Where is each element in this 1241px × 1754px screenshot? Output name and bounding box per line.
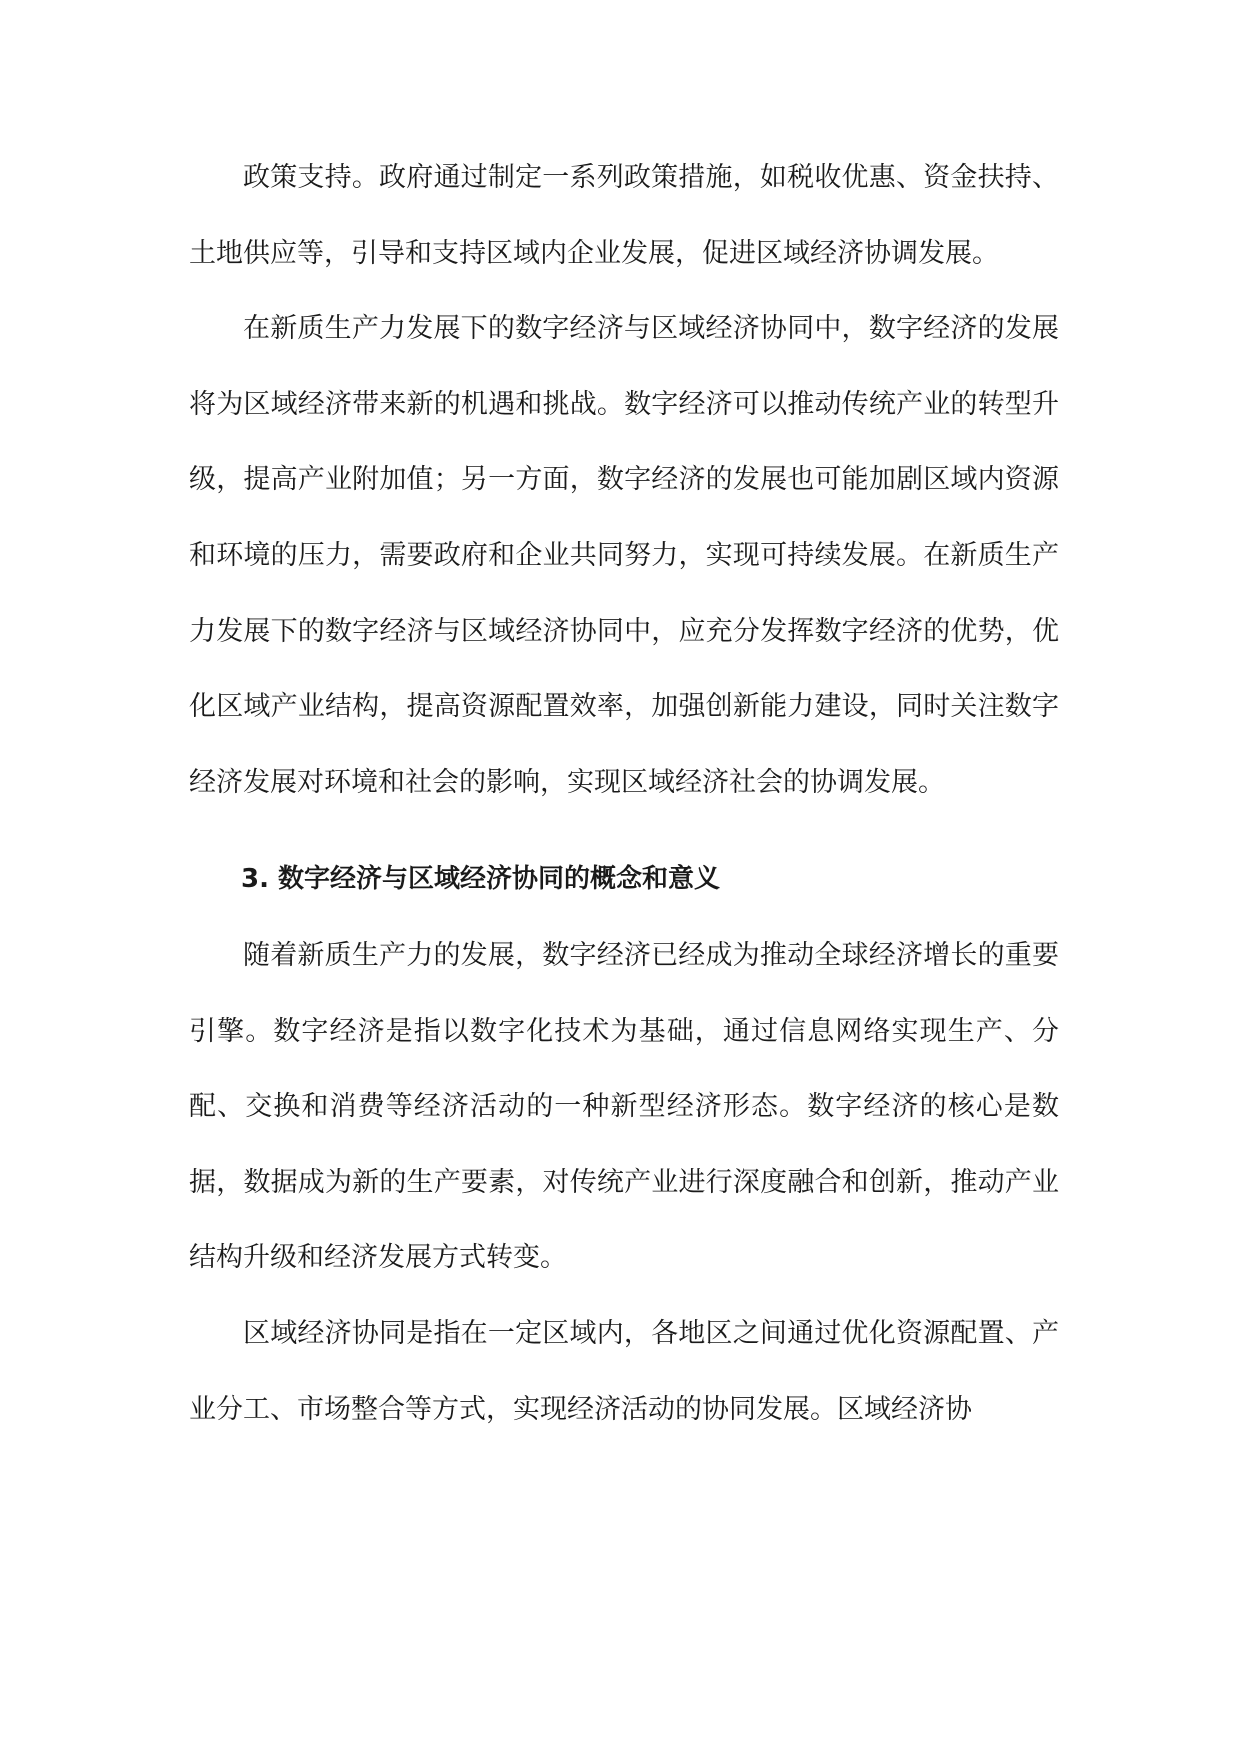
document-page	[189, 140, 1059, 1447]
paragraph-policy-support: 政策支持。政府通过制定一系列政策措施，如税收优惠、资金扶持、土地供应等，引导和支持区域内企业发展，促进区域经济协调发展。	[189, 162, 1059, 269]
paragraph-regional-synergy-definition: 区域经济协同是指在一定区域内，各地区之间通过优化资源配置、产业分工、市场整合等方式，实现经济活动的协同发展。区域经济协	[189, 1317, 1059, 1425]
paragraph-digital-economy-synergy: 在新质生产力发展下的数字经济与区域经济协同中，数字经济的发展将为区域经济带来新的机遇和挑战。数字经济可以推动传统产业的转型升级，提高产业附加值；另一方面，数字经济的发展也可能加剧区域内资源和环境的压力，需要政府和企业共同努力，实现可持续发展。在新质生产力发展下的数字经济与区域经济协同中，应充分发挥数字经济的优势，优化区域产业结构，提高资源配置效率，加强创新能力建设，同时关注数字经济发展对环境和社会的影响，实现区域经济社会的协调发展。	[189, 313, 1059, 798]
paragraph-digital-economy-definition: 随着新质生产力的发展，数字经济已经成为推动全球经济增长的重要引擎。数字经济是指以数字化技术为基础，通过信息网络实现生产、分配、交换和消费等经济活动的一种新型经济形态。数字经济的核心是数据，数据成为新的生产要素，对传统产业进行深度融合和创新，推动产业结构升级和经济发展方式转变。	[189, 939, 1059, 1274]
section-heading: 3. 数字经济与区域经济协同的概念和意义	[241, 864, 721, 895]
